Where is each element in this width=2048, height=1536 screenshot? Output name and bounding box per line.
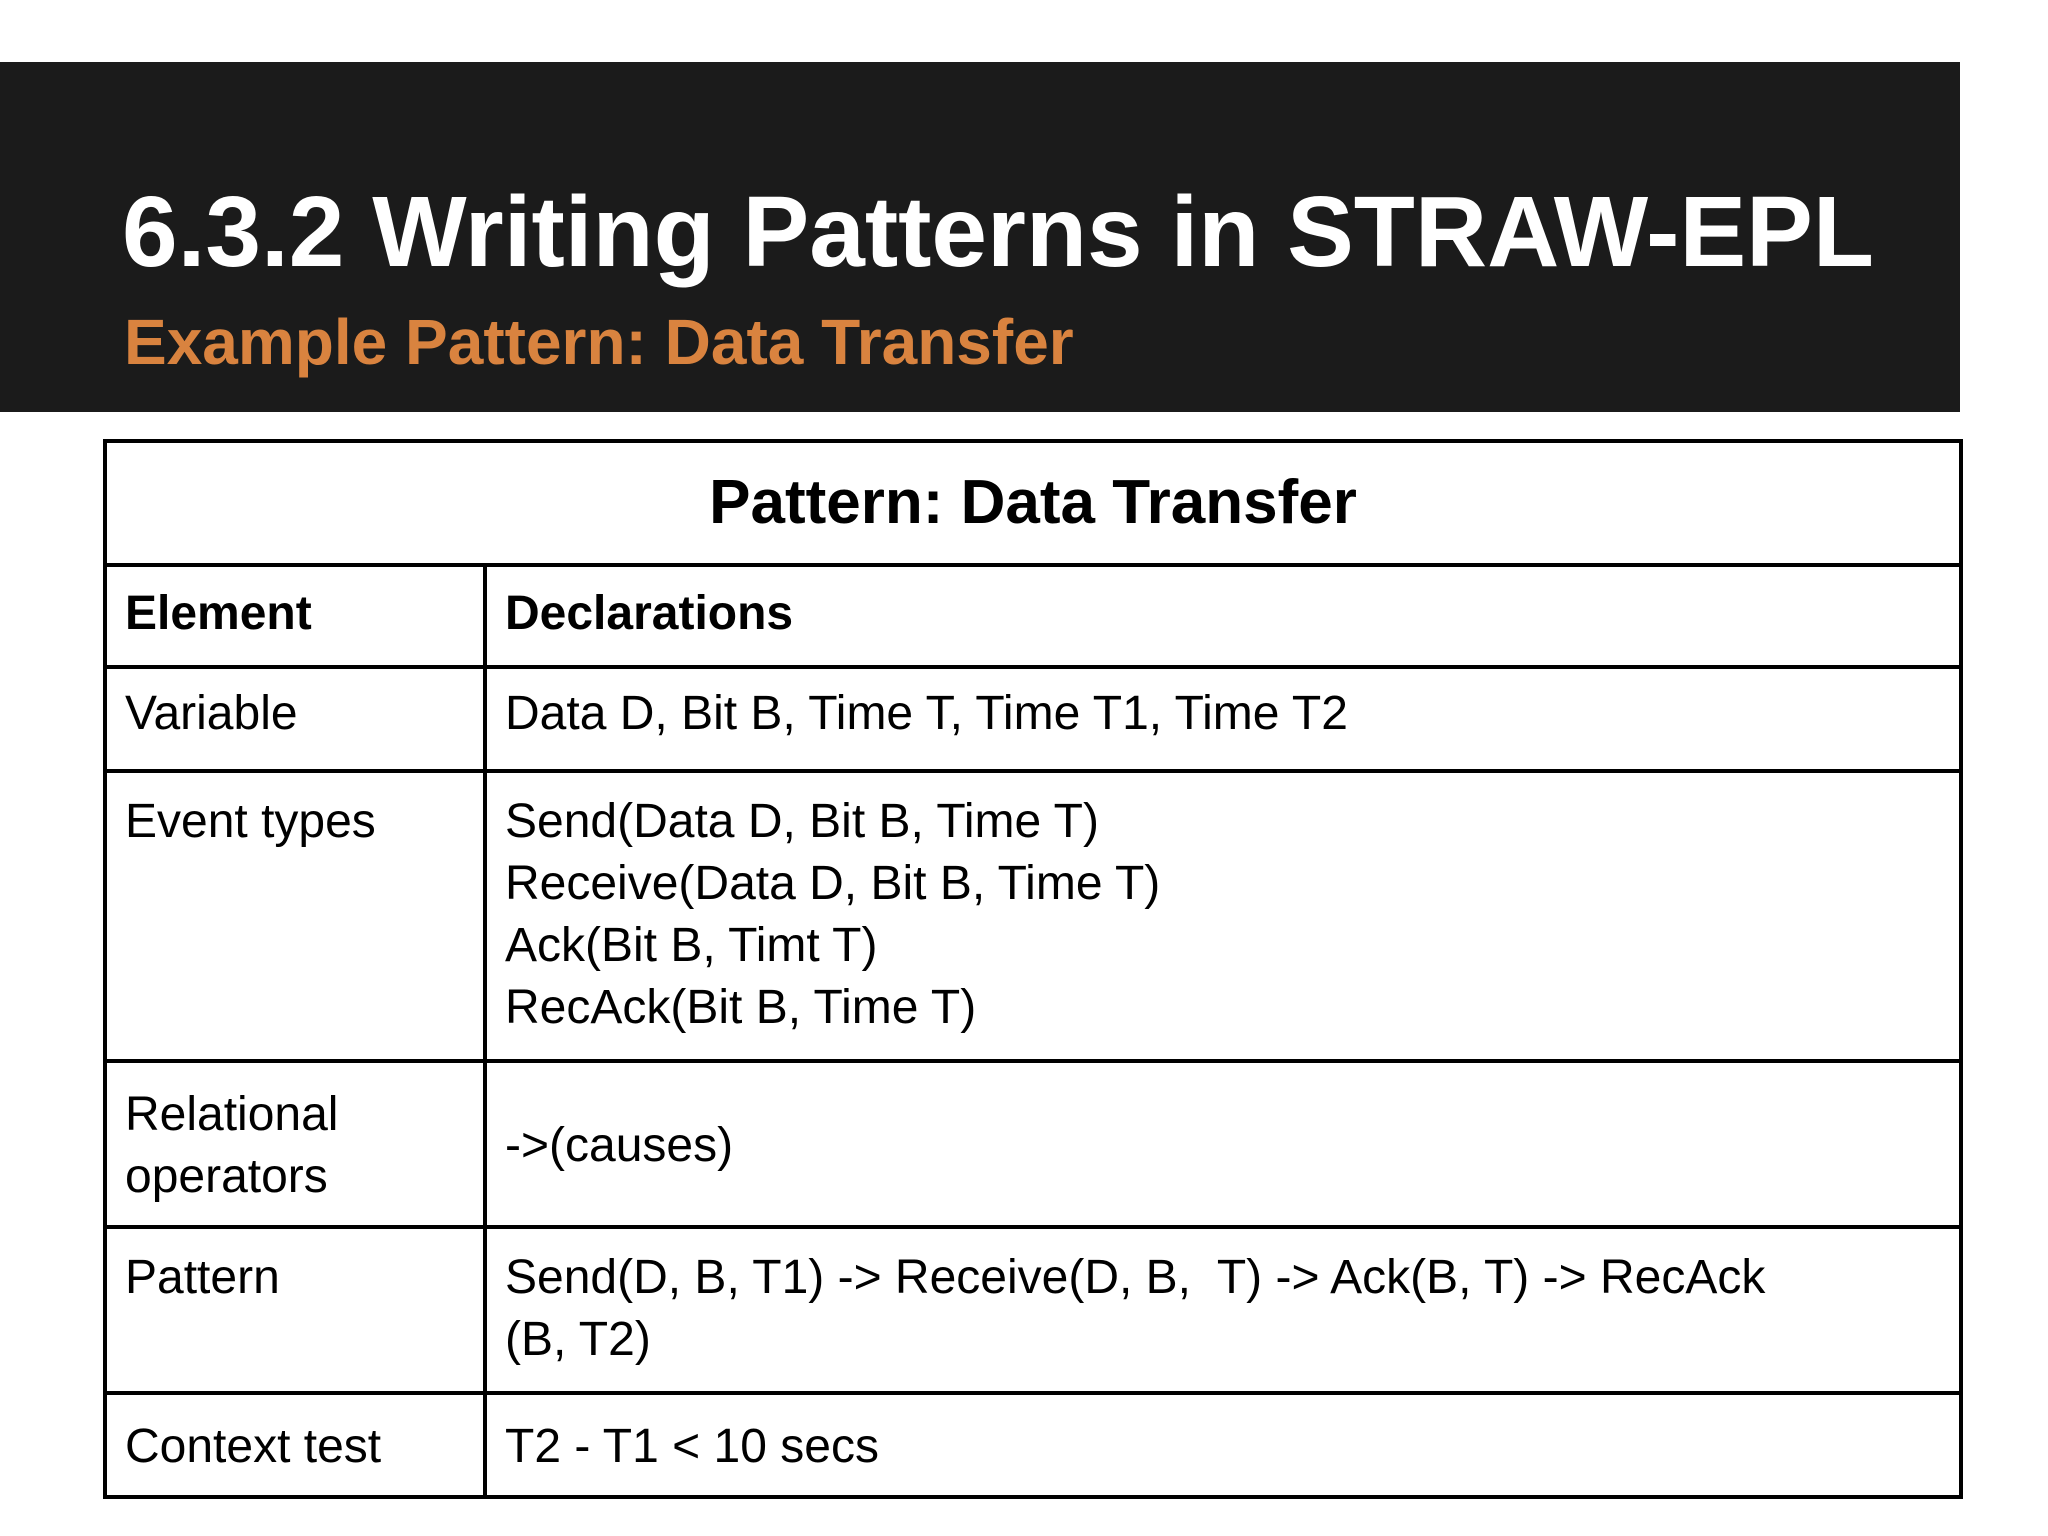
slide-subtitle: Example Pattern: Data Transfer (124, 306, 1074, 378)
table-row (105, 1061, 1961, 1227)
declarations-cell (485, 1227, 1961, 1393)
table-row (105, 771, 1961, 1061)
element-text: operators (125, 1150, 328, 1203)
declarations-cell (485, 1393, 1961, 1497)
declaration-text: T2 - T1 < 10 secs (505, 1420, 879, 1473)
declaration-text: Ack(Bit B, Timt T) (505, 919, 878, 972)
element-cell (105, 771, 485, 1061)
element-text: Event types (125, 795, 376, 848)
element-text: Pattern (125, 1251, 280, 1304)
slide-title: 6.3.2 Writing Patterns in STRAW-EPL (122, 176, 1874, 288)
table-row (105, 667, 1961, 771)
declaration-text: (B, T2) (505, 1313, 651, 1366)
element-cell (105, 667, 485, 771)
element-text: Context test (125, 1420, 382, 1473)
declaration-text: Send(Data D, Bit B, Time T) (505, 795, 1099, 848)
declaration-text: RecAck(Bit B, Time T) (505, 981, 977, 1034)
table-caption: Pattern: Data Transfer (105, 441, 1961, 565)
declarations-cell (485, 1061, 1961, 1227)
declaration-text: ->(causes) (505, 1119, 734, 1172)
declarations-cell (485, 667, 1961, 771)
table-row (105, 1393, 1961, 1497)
element-cell (105, 1393, 485, 1497)
table-header-row (105, 565, 1961, 667)
column-header-element: Element (105, 565, 485, 667)
declarations-cell (485, 771, 1961, 1061)
column-header-declarations: Declarations (485, 565, 1961, 667)
element-text: Variable (125, 687, 298, 740)
element-cell (105, 1227, 485, 1393)
pattern-table (103, 439, 1963, 1499)
element-cell (105, 1061, 485, 1227)
element-text: Relational (125, 1088, 339, 1141)
declaration-text: Receive(Data D, Bit B, Time T) (505, 857, 1161, 910)
declaration-text: Send(D, B, T1) -> Receive(D, B, T) -> Ack(B, T) -> RecAck (505, 1251, 1766, 1304)
declaration-text: Data D, Bit B, Time T, Time T1, Time T2 (505, 687, 1348, 740)
table-caption-row (105, 441, 1961, 565)
table-row (105, 1227, 1961, 1393)
